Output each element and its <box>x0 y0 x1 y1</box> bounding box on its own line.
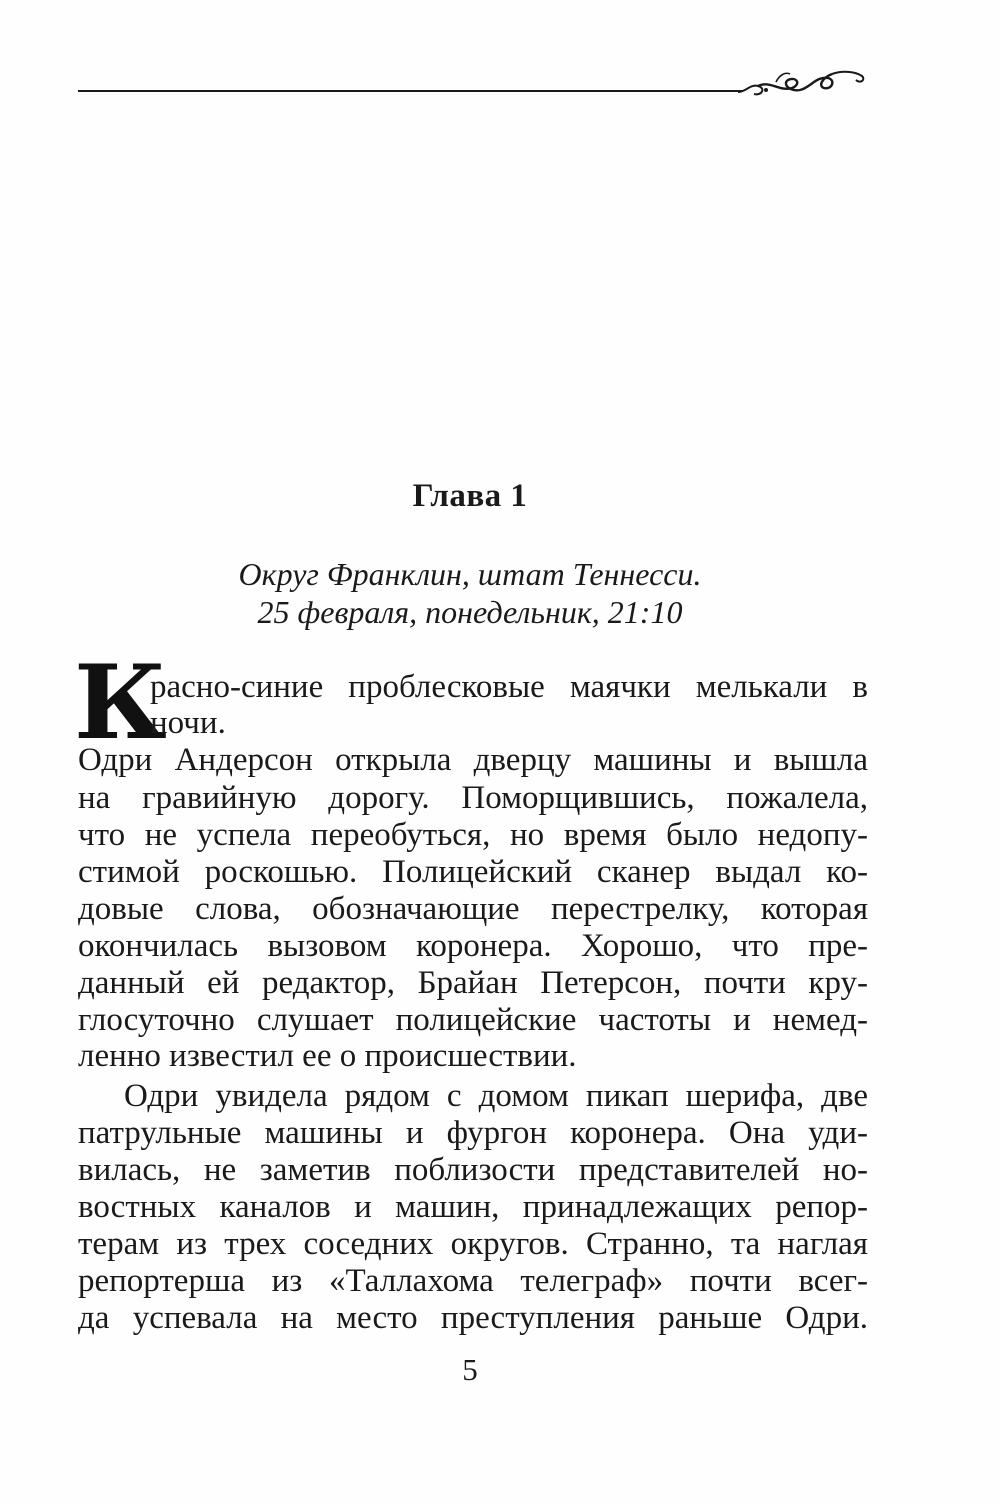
text-line: довые слова, обозначающие перестрелку, которая <box>78 891 868 927</box>
text-line: востных каналов и машин, принадлежащих репор- <box>78 1189 868 1225</box>
text-line: Одри Андерсон открыла дверцу машины и вышла <box>78 742 868 778</box>
text-line: окончилась вызовом коронера. Хорошо, что пре- <box>78 928 868 964</box>
text-line: вилась, не заметив поблизости представителей но- <box>78 1152 868 1188</box>
text-line: репортерша из «Таллахома телеграф» почти всег- <box>78 1263 868 1299</box>
text-line: глосуточно слушает полицейские частоты и немед- <box>78 1002 868 1038</box>
header-rule <box>78 90 743 92</box>
text-line: на гравийную дорогу. Поморщившись, пожалела, <box>78 780 868 816</box>
drop-cap: К <box>74 643 167 763</box>
chapter-location: Округ Франклин, штат Теннесси. <box>238 556 702 592</box>
text-line: Одри увидела рядом с домом пикап шерифа, две <box>124 1078 868 1114</box>
text-line: расно-синие проблесковые маячки мелькали в <box>150 669 868 705</box>
chapter-title: Глава 1 <box>412 478 528 514</box>
text-line: да успевала на место преступления раньше Одри. <box>78 1300 868 1336</box>
text-line: патрульные машины и фургон коронера. Она уди- <box>78 1115 868 1151</box>
text-line: что не успела переобуться, но время было недопу- <box>78 817 868 853</box>
text-line: ночи. <box>150 705 226 741</box>
page-number: 5 <box>462 1352 478 1387</box>
text-line: терам из трех соседних округов. Странно, та наглая <box>78 1226 868 1262</box>
flourish-ornament-icon <box>736 62 868 102</box>
text-line: стимой роскошью. Полицейский сканер выдал ко- <box>78 854 868 890</box>
text-line: ленно известил ее о происшествии. <box>78 1038 577 1074</box>
chapter-datetime: 25 февраля, понедельник, 21:10 <box>257 594 683 630</box>
text-line: данный ей редактор, Брайан Петерсон, почти кру- <box>78 965 868 1001</box>
